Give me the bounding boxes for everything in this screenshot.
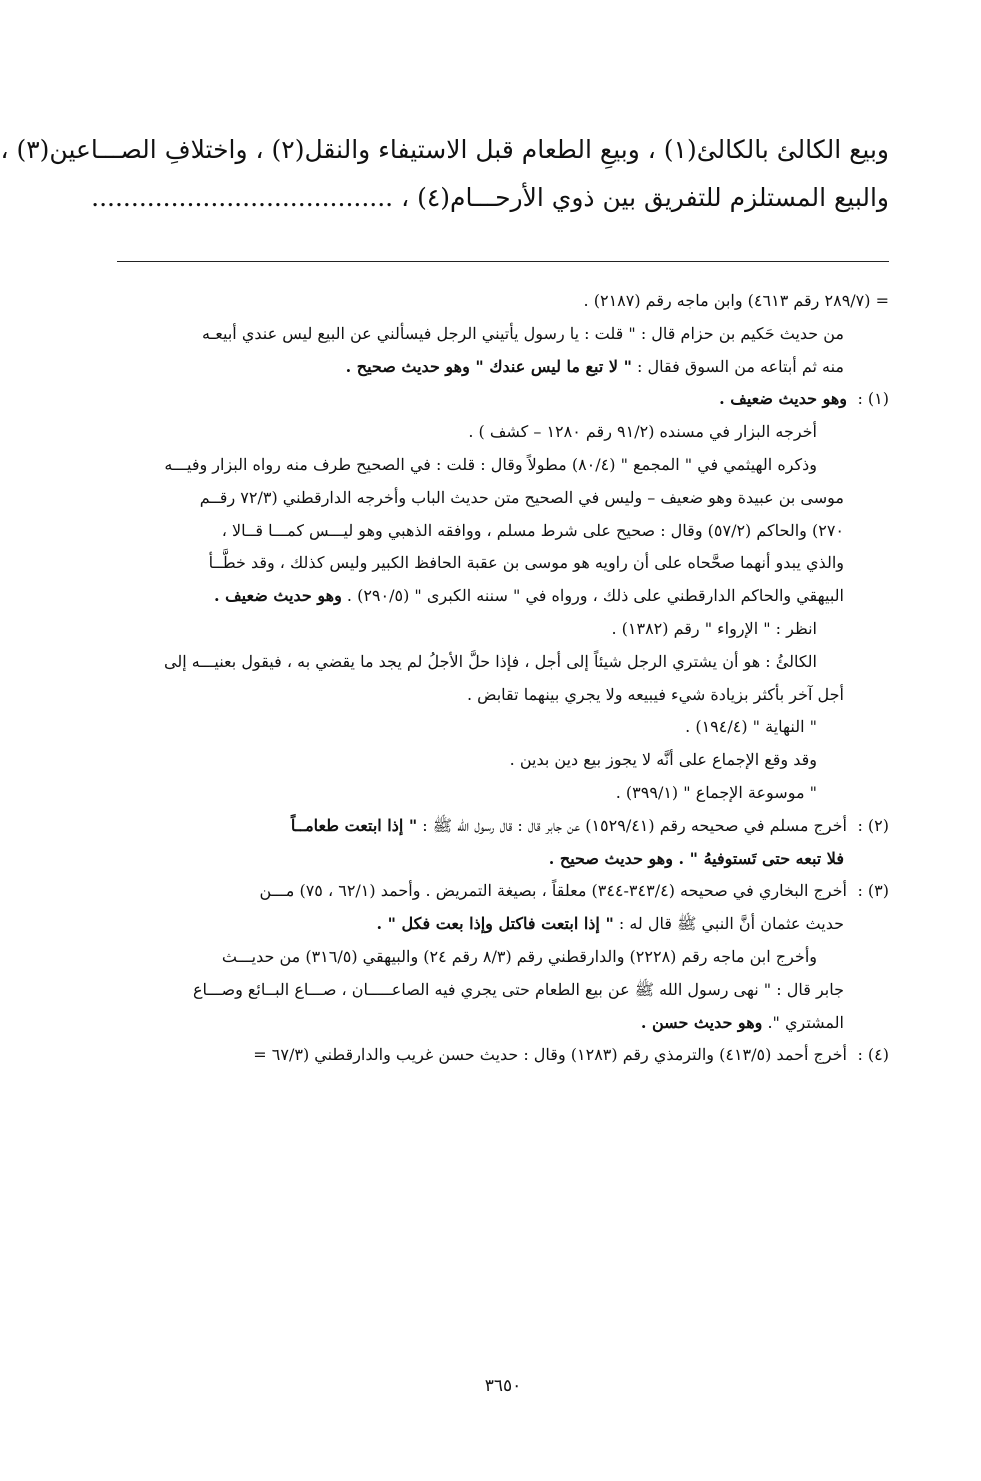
footnote-separator <box>117 261 889 262</box>
footnote-line: وذكره الهيثمي في " المجمع " (٨٠/٤) مطولاً وقال : قلت : في الصحيح طرف منه رواه البزار وفيـــه <box>164 454 817 474</box>
footnote-number: (٣) : <box>857 881 889 901</box>
footnote-text-bold: " لا تبع ما ليس عندك " وهو حديث صحيح . <box>345 356 632 376</box>
footnote-line: = (٢٨٩/٧ رقم ٤٦١٣) وابن ماجه رقم (٢١٨٧) . <box>583 291 889 310</box>
footnote-line: جابر قال : " نهى رسول الله ﷺ عن بيع الطعام حتى يجري فيه الصاعـــــان ، صـــاع البــائع وصـــاع <box>193 979 844 999</box>
footnote-line <box>117 580 889 613</box>
footnote-text-bold: وهو حديث ضعيف . <box>719 389 847 409</box>
footnote-number: (٤) : <box>857 1045 889 1065</box>
footnote-line: من حديث حَكيم بن حزام قال : " قلت : يا رسول يأتيني الرجل فيسألني عن البيع ليس عندي أبيعـه <box>202 323 844 343</box>
footnote-line: الكالئُ : هو أن يشتري الرجل شيئاً إلى أجل ، فإذا حلَّ الأجلُ لم يجد ما يقضي به ، فيقول بعنيـــه إلى <box>164 651 817 671</box>
main-text <box>0 126 889 222</box>
footnote-line: وأخرج ابن ماجه رقم (٢٢٢٨) والدارقطني رقم (٨/٣ رقم ٢٤) والبيهقي (٣١٦/٥) من حديـــث <box>221 946 817 966</box>
footnote-text: البيهقي والحاكم الدارقطني على ذلك ، ورواه في " سننه الكبرى " (٢٩٠/٥) . <box>341 586 844 606</box>
footnote-line: أجل آخر بأكثر بزيادة شيء فيبيعه ولا يجري بينهما تقابض . <box>466 684 844 704</box>
footnote-4 <box>117 1039 889 1072</box>
footnote-text: أخرج أحمد (٤١٣/٥) والترمذي رقم (١٢٨٣) وقال : حديث حسن غريب والدارقطني (٦٧/٣ = <box>253 1045 847 1065</box>
main-text-line: والبيع المستلزم للتفريق بين ذوي الأرحـــام(٤) ، ...................................... <box>91 183 889 212</box>
footnote-line: فلا تبعه حتى تَستوفيهُ " . وهو حديث صحيح . <box>548 848 844 868</box>
footnote-text: أخرج مسلم في صحيحه رقم (١٥٢٩/٤١) عن جابر قال : قال رسول الله ﷺ : <box>417 815 847 835</box>
footnote-line <box>117 1007 889 1040</box>
footnote-line: " النهاية " (١٩٤/٤) . <box>685 717 817 737</box>
footnote-text: أخرج البخاري في صحيحه (٣٤٣/٤-٣٤٤) معلقاً ، بصيغة التمريض . وأحمد (٦٢/١ ، ٧٥) مـــن <box>259 881 847 901</box>
footnote-1 <box>117 383 889 416</box>
footnote-2 <box>117 810 889 843</box>
footnotes <box>117 285 889 1072</box>
footnote-text: المشتري ". <box>762 1012 844 1032</box>
footnote-number: (١) : <box>857 389 889 409</box>
footnote-text: حديث عثمان أنَّ النبي ﷺ قال له : <box>613 914 844 934</box>
footnote-line <box>117 908 889 941</box>
footnote-line: أخرجه البزار في مسنده (٩١/٢ رقم ١٢٨٠ – كشف ) . <box>468 422 817 442</box>
main-text-line: وبيع الكالئ بالكالئ(١) ، وبيعِ الطعام قبل الاستيفاء والنقل(٢) ، واختلافِ الصـــاعين(٣) ، <box>0 135 889 164</box>
footnote-line: وقد وقع الإجماع على أنَّه لا يجوز بيع دين بدين . <box>509 750 817 770</box>
footnote-number: (٢) : <box>857 815 889 835</box>
footnote-line: انظر : " الإرواء " رقم (١٣٨٢) . <box>611 618 817 638</box>
footnote-text-bold: " إذا ابتعت طعامــاً <box>290 815 418 835</box>
footnote-text-bold: وهو حديث ضعيف . <box>213 586 342 606</box>
footnote-text: منه ثم أبتاعه من السوق فقال : <box>631 356 844 376</box>
page-number: ٣٦٥٠ <box>484 1376 522 1396</box>
footnote-line <box>117 351 889 384</box>
footnote-line: ٢٧٠) والحاكم (٥٧/٢) وقال : صحيح على شرط مسلم ، ووافقه الذهبي وهو ليـــس كمـــا قــالا ، <box>221 520 844 540</box>
footnote-line: والذي يبدو أنهما صحَّحاه على أن راويه هو موسى بن عقبة الحافظ الكبير وليس كذلك ، وقد خطَّــأ <box>208 553 844 573</box>
footnote-line: موسى بن عبيدة وهو ضعيف – وليس في الصحيح متن حديث الباب وأخرجه الدارقطني (٧٢/٣ رقــم <box>199 487 844 507</box>
footnote-text-bold: وهو حديث حسن . <box>640 1012 763 1032</box>
footnote-3 <box>117 875 889 908</box>
footnote-line: " موسوعة الإجماع " (٣٩٩/١) . <box>615 782 817 802</box>
footnote-text-bold: " إذا ابتعت فاكتل وإذا بعت فكل " . <box>376 914 614 934</box>
